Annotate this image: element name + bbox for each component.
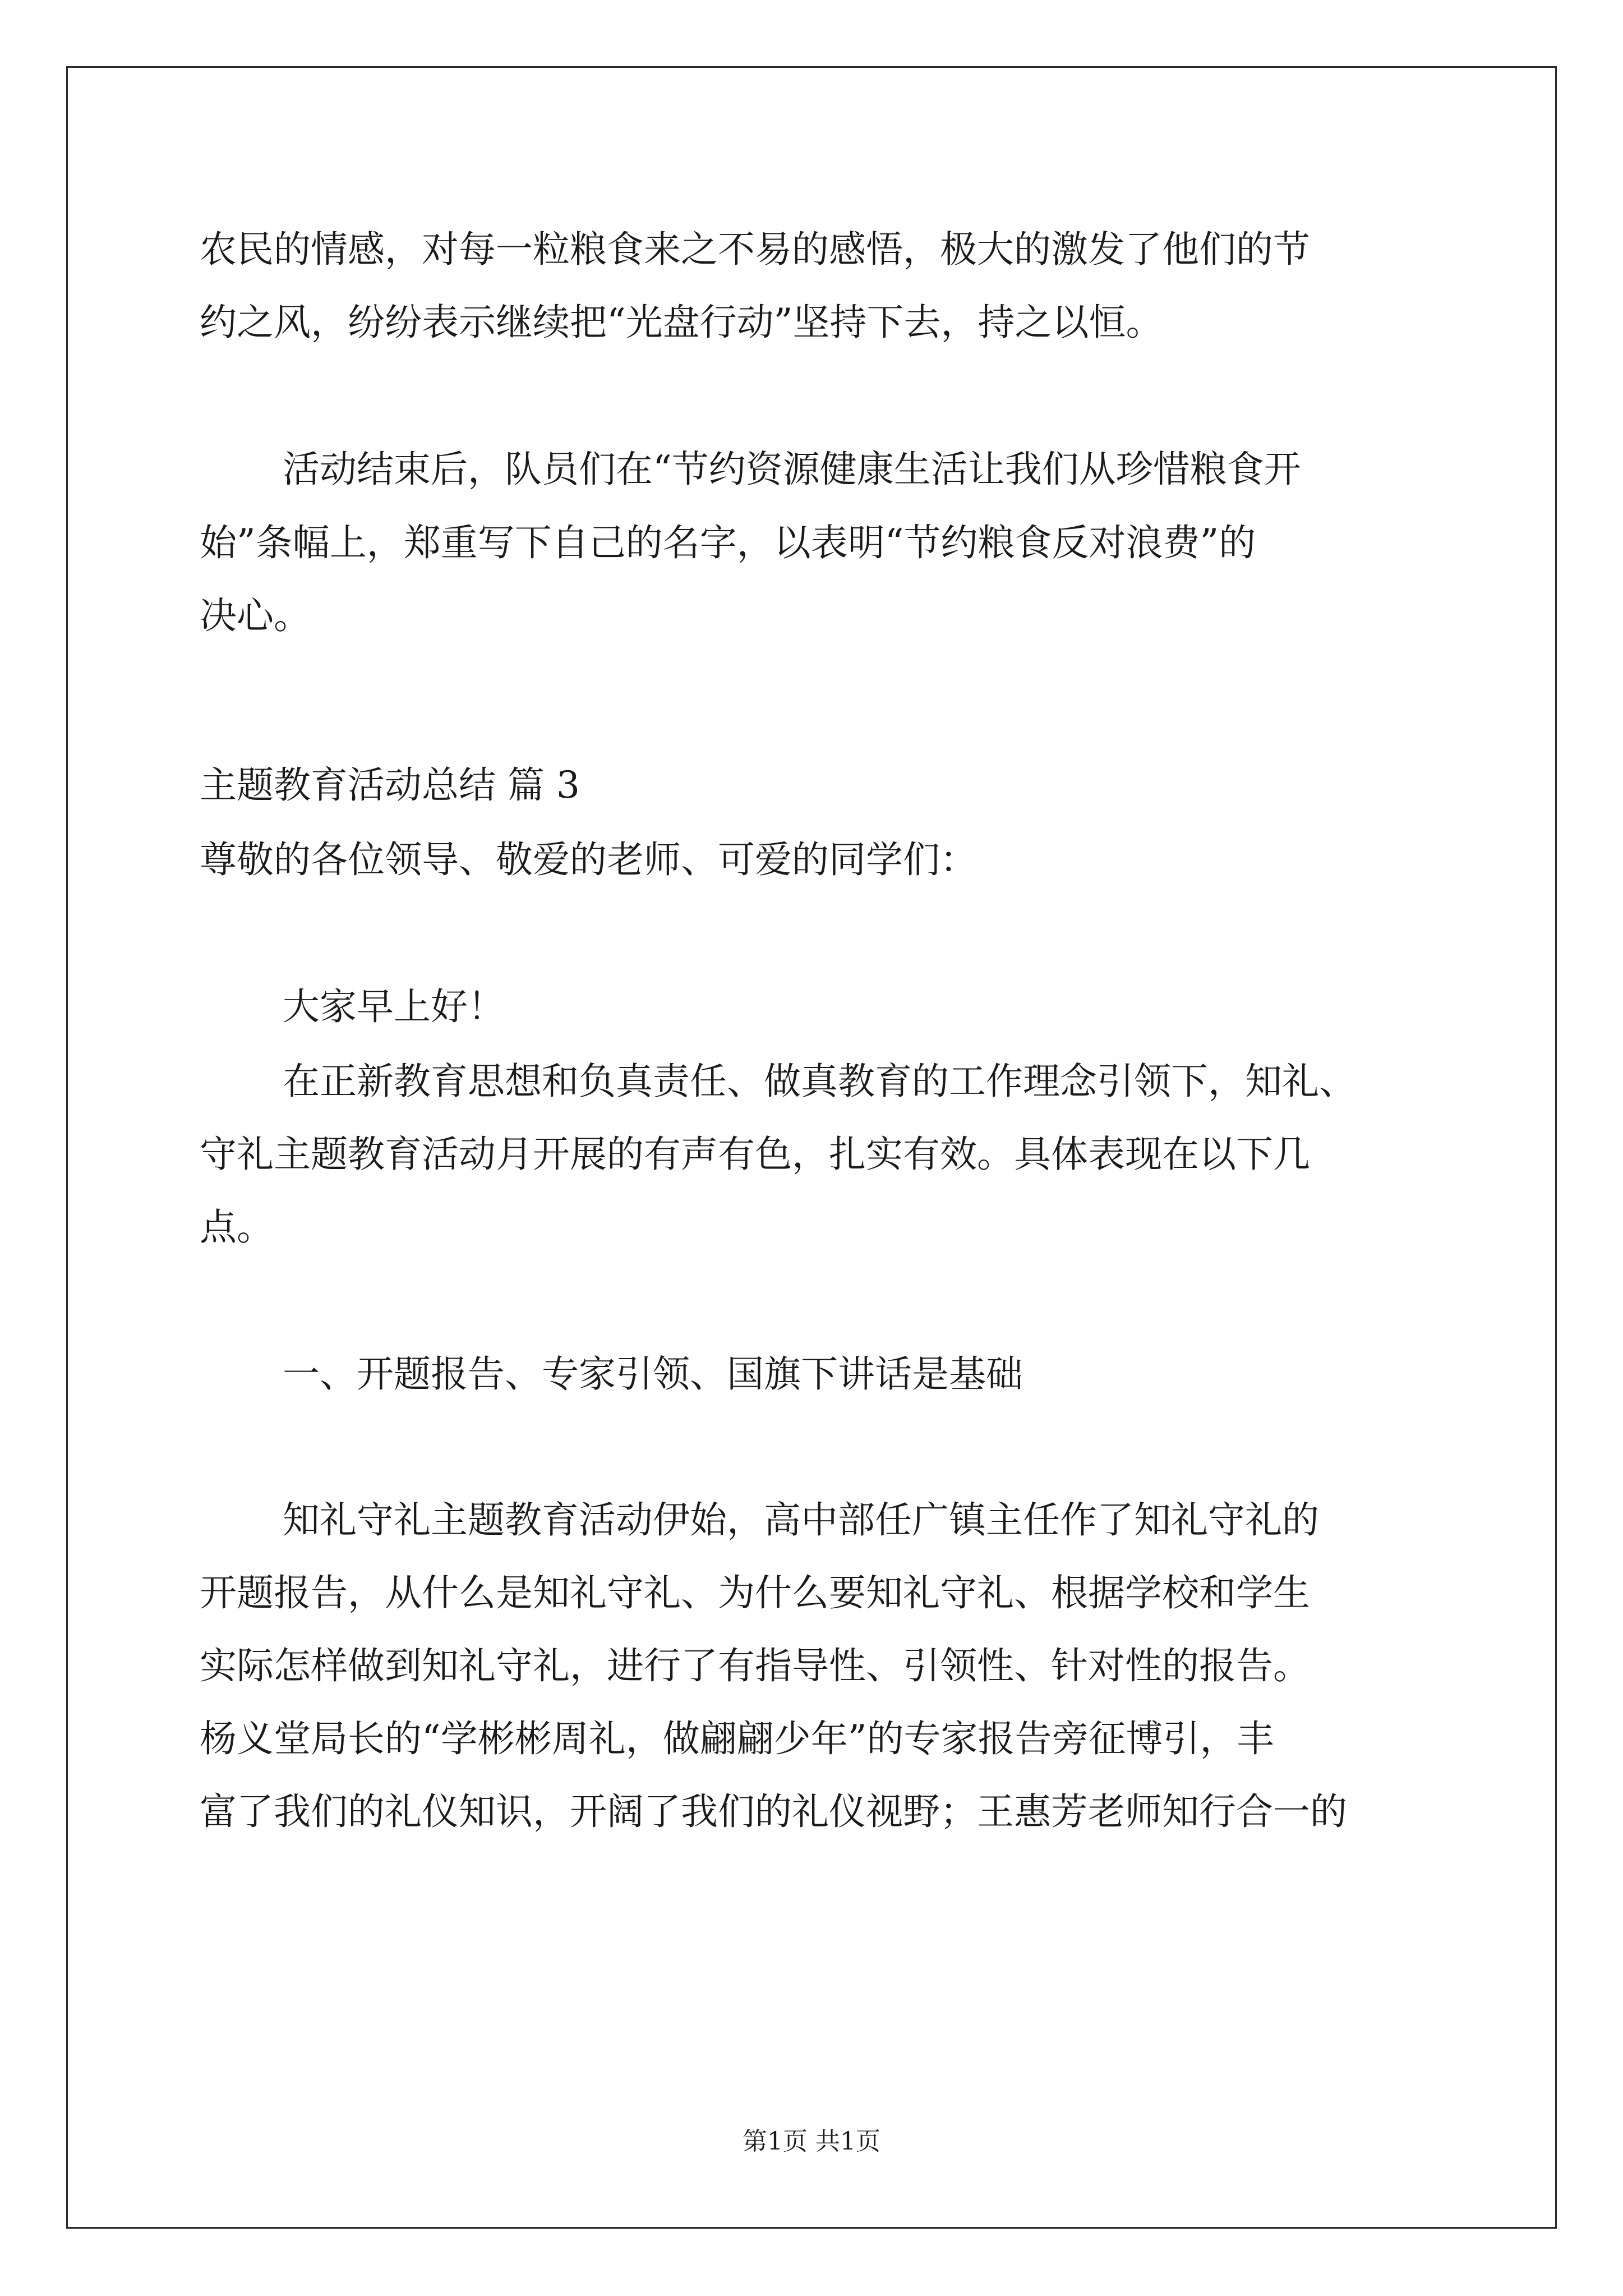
body-text-line: 富了我们的礼仪知识，开阔了我们的礼仪视野；王惠芳老师知行合一的 bbox=[200, 1790, 1347, 1833]
body-text-line: 实际怎样做到知礼守礼，进行了有指导性、引领性、针对性的报告。 bbox=[200, 1644, 1310, 1687]
greeting: 大家早上好！ bbox=[283, 985, 505, 1028]
body-text-line: 活动结束后，队员们在“节约资源健康生活让我们从珍惜粮食开 bbox=[283, 448, 1301, 491]
body-text-line: 守礼主题教育活动月开展的有声有色，扎实有效。具体表现在以下几 bbox=[200, 1133, 1310, 1176]
page-footer: 第1页 共1页 bbox=[743, 2127, 880, 2156]
body-text-line: 开题报告，从什么是知礼守礼、为什么要知礼守礼、根据学校和学生 bbox=[200, 1571, 1310, 1614]
body-text-line: 在正新教育思想和负真责任、做真教育的工作理念引领下，知礼、 bbox=[283, 1060, 1356, 1103]
subsection-heading: 一、开题报告、专家引领、国旗下讲话是基础 bbox=[283, 1352, 1023, 1396]
body-text-line: 知礼守礼主题教育活动伊始，高中部任广镇主任作了知礼守礼的 bbox=[283, 1498, 1319, 1542]
section-heading: 主题教育活动总结 篇 3 bbox=[200, 763, 580, 807]
body-text-line: 约之风，纷纷表示继续把“光盘行动”坚持下去，持之以恒。 bbox=[200, 301, 1163, 344]
salutation: 尊敬的各位领导、敬爱的老师、可爱的同学们： bbox=[200, 838, 977, 881]
body-text-line: 农民的情感，对每一粒粮食来之不易的感悟，极大的激发了他们的节 bbox=[200, 228, 1310, 271]
body-text-line: 始”条幅上，郑重写下自己的名字，以表明“节约粮食反对浪费”的 bbox=[200, 521, 1256, 564]
body-text-line: 杨义堂局长的“学彬彬周礼，做翩翩少年”的专家报告旁征博引，丰 bbox=[200, 1717, 1274, 1760]
body-text-line: 点。 bbox=[200, 1205, 274, 1249]
body-text-line: 决心。 bbox=[200, 594, 311, 637]
